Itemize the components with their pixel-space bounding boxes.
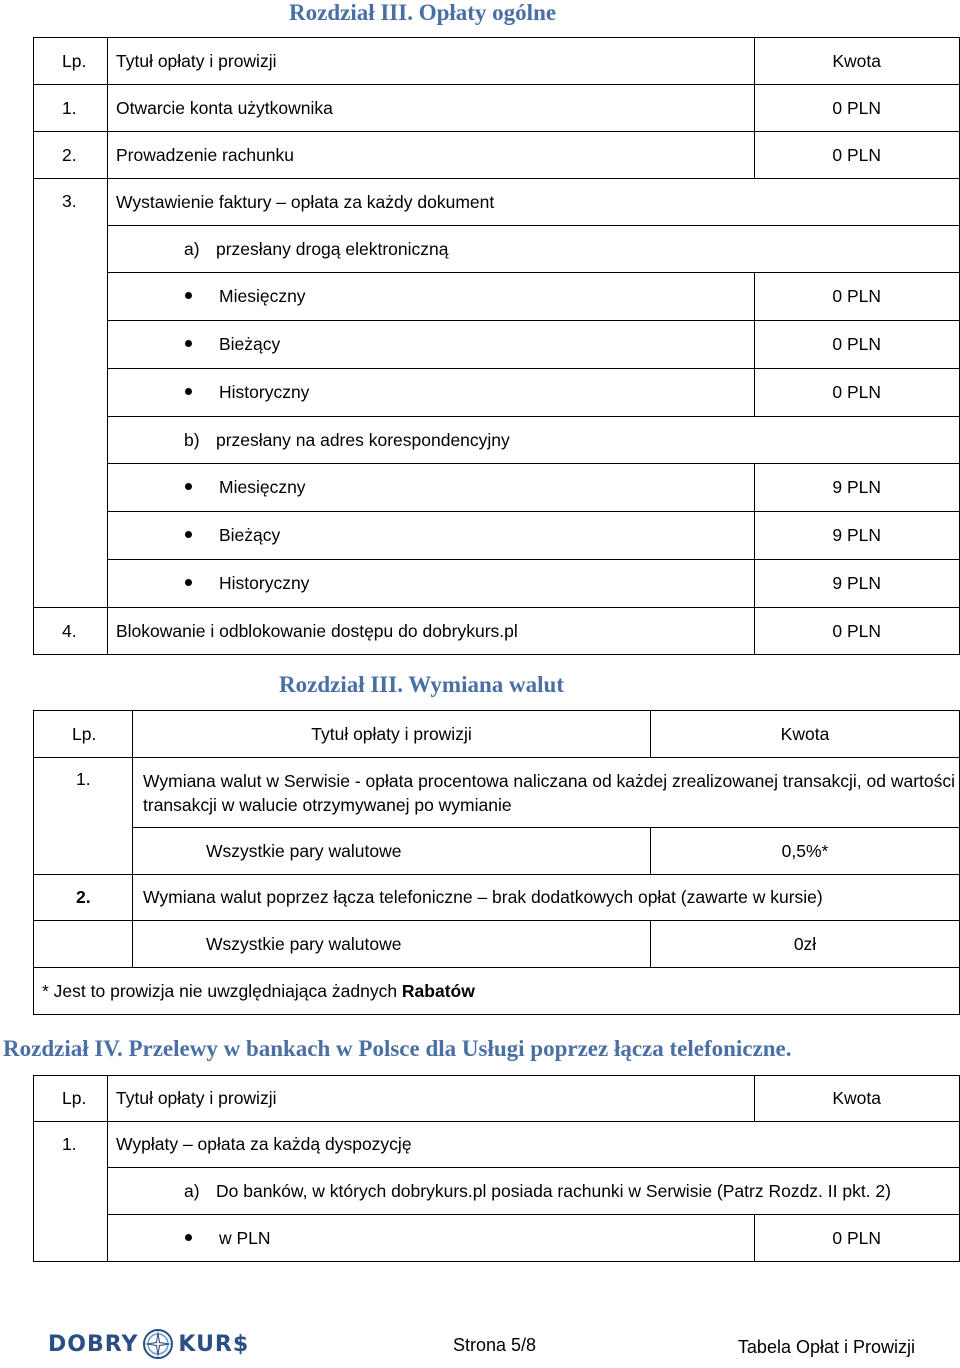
sub-row	[34, 828, 960, 875]
row-lp: 1.	[34, 758, 133, 875]
item-amount: 9 PLN	[755, 464, 960, 512]
list-item	[34, 464, 960, 512]
list-item	[34, 273, 960, 321]
sub-row-a	[34, 1168, 960, 1215]
item-text: Miesięczny	[219, 286, 306, 306]
item-label	[108, 464, 755, 512]
table-header-row	[34, 711, 960, 758]
item-label	[108, 273, 755, 321]
header-amount: Kwota	[651, 711, 960, 758]
row-title: Otwarcie konta użytkownika	[108, 85, 755, 132]
sub-row-b	[34, 417, 960, 464]
item-label	[108, 1215, 755, 1262]
item-label	[108, 369, 755, 417]
empty-cell	[34, 921, 133, 968]
row-title: Prowadzenie rachunku	[108, 132, 755, 179]
sub-amount: 0zł	[651, 921, 960, 968]
item-text: Bieżący	[219, 525, 281, 545]
item-label	[108, 321, 755, 369]
header-title: Tytuł opłaty i prowizji	[108, 38, 755, 85]
row-lp: 2.	[34, 132, 108, 179]
sub-amount: 0,5%*	[651, 828, 960, 875]
sub-label: przesłany drogą elektroniczną	[216, 238, 449, 259]
section-title-transfers: Rozdział IV. Przelewy w bankach w Polsce dla Usługi poprzez łącza telefoniczne.	[3, 1036, 792, 1061]
sub-row	[34, 921, 960, 968]
sub-label: Do banków, w których dobrykurs.pl posiada rachunki w Serwisie (Patrz Rozdz. II pkt. 2)	[216, 1180, 891, 1201]
sub-row-a-label	[108, 226, 960, 273]
sub-letter: b)	[184, 429, 200, 450]
header-amount: Kwota	[755, 38, 960, 85]
row-lp: 1.	[34, 85, 108, 132]
header-lp: Lp.	[34, 711, 133, 758]
sub-row-b-label	[108, 417, 960, 464]
sub-letter: a)	[184, 238, 200, 259]
item-label	[108, 512, 755, 560]
general-fees-table	[33, 37, 960, 655]
table-header-row	[34, 1076, 960, 1122]
row-lp: 1.	[34, 1122, 108, 1262]
note-row	[34, 968, 960, 1015]
table-row	[34, 875, 960, 921]
sub-row-a	[34, 226, 960, 273]
compass-icon	[142, 1328, 174, 1360]
item-text: Miesięczny	[219, 477, 306, 497]
table-row	[34, 608, 960, 655]
header-lp: Lp.	[34, 1076, 108, 1122]
header-lp: Lp.	[34, 38, 108, 85]
row-title: Wypłaty – opłata za każdą dyspozycję	[108, 1122, 960, 1168]
page-footer	[0, 1325, 960, 1368]
header-title: Tytuł opłaty i prowizji	[108, 1076, 755, 1122]
item-text: Bieżący	[219, 334, 281, 354]
footnote-bold: Rabatów	[401, 980, 475, 1001]
logo-text-left: DOBRY	[48, 1331, 139, 1357]
row-lp: 3.	[34, 179, 108, 608]
footnote	[34, 968, 960, 1015]
logo-text-right: KUR$	[178, 1331, 250, 1357]
sub-row-a-label	[108, 1168, 960, 1215]
item-amount: 9 PLN	[755, 512, 960, 560]
item-amount: 9 PLN	[755, 560, 960, 608]
table-row	[34, 132, 960, 179]
document-title: Tabela Opłat i Prowizji	[737, 1337, 915, 1357]
row-lp: 2.	[34, 875, 133, 921]
list-item	[34, 1215, 960, 1262]
currency-exchange-table	[33, 710, 960, 1015]
row-amount: 0 PLN	[755, 132, 960, 179]
sub-label: Wszystkie pary walutowe	[133, 921, 651, 968]
sub-label: Wszystkie pary walutowe	[133, 828, 651, 875]
sub-letter: a)	[184, 1180, 200, 1201]
row-title: Wymiana walut poprzez łącza telefoniczne – brak dodatkowych opłat (zawarte w kursie)	[133, 875, 960, 921]
item-amount: 0 PLN	[755, 321, 960, 369]
item-text: Historyczny	[219, 573, 310, 593]
row-title: Wymiana walut w Serwisie - opłata procentowa naliczana od każdej zrealizowanej transakcji, od wartości transakcji w walucie otrzymywanej po wymianie	[133, 758, 960, 828]
transfers-table	[33, 1075, 960, 1262]
table-row	[34, 85, 960, 132]
section-title-general-fees: Rozdział III. Opłaty ogólne	[289, 0, 557, 25]
row-title: Blokowanie i odblokowanie dostępu do dobrykurs.pl	[108, 608, 755, 655]
section-title-currency-exchange: Rozdział III. Wymiana walut	[279, 672, 564, 697]
header-amount: Kwota	[755, 1076, 960, 1122]
table-row	[34, 179, 960, 226]
sub-label: przesłany na adres korespondencyjny	[216, 429, 510, 450]
row-amount: 0 PLN	[755, 85, 960, 132]
row-title: Wystawienie faktury – opłata za każdy dokument	[108, 179, 960, 226]
item-text: w PLN	[219, 1227, 271, 1248]
item-amount: 0 PLN	[755, 369, 960, 417]
table-header-row	[34, 38, 960, 85]
list-item	[34, 369, 960, 417]
row-lp: 4.	[34, 608, 108, 655]
item-amount: 0 PLN	[755, 1215, 960, 1262]
header-title: Tytuł opłaty i prowizji	[133, 711, 651, 758]
item-text: Historyczny	[219, 382, 310, 402]
item-label	[108, 560, 755, 608]
list-item	[34, 560, 960, 608]
table-row	[34, 1122, 960, 1168]
brand-logo	[48, 1328, 249, 1360]
footnote-text: * Jest to prowizja nie uwzględniająca żadnych	[42, 980, 402, 1001]
table-row	[34, 758, 960, 828]
page-number: Strona 5/8	[453, 1335, 537, 1355]
item-amount: 0 PLN	[755, 273, 960, 321]
list-item	[34, 321, 960, 369]
row-amount: 0 PLN	[755, 608, 960, 655]
list-item	[34, 512, 960, 560]
